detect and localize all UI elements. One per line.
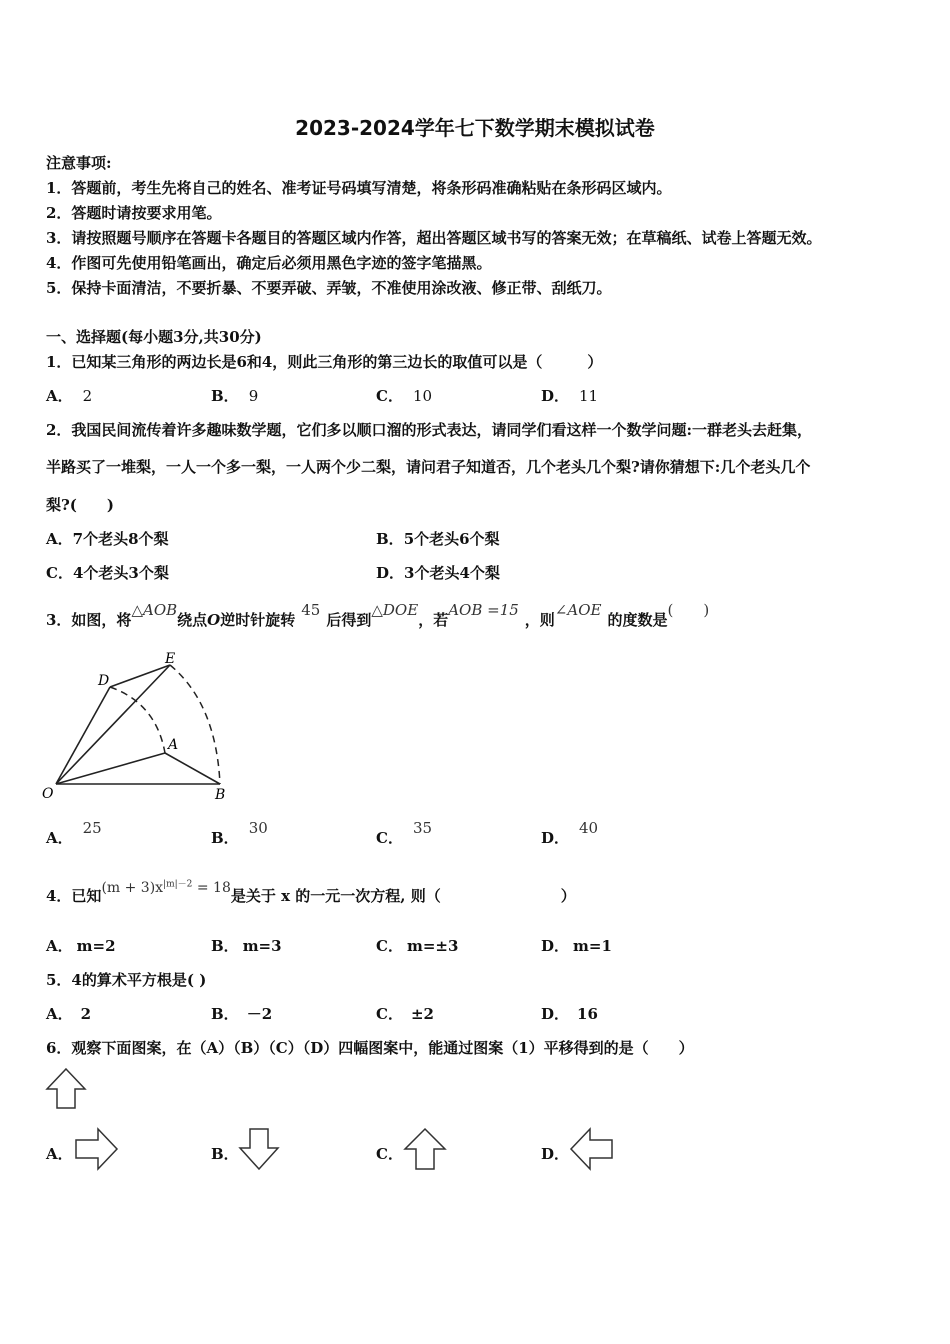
q4-option-d: D． m=1: [541, 937, 612, 955]
rotation-figure: [38, 645, 238, 805]
label-e: E: [165, 651, 176, 667]
question-2-line: 梨?( ): [46, 496, 114, 514]
segment-de: [110, 665, 170, 687]
page-title: 2023-2024学年七下数学期末模拟试卷: [295, 116, 655, 140]
q6-option-d-label: D．: [541, 1145, 570, 1163]
segment-oa: [56, 753, 165, 784]
note-item: 4．作图可先使用铅笔画出，确定后必须用黑色字迹的签字笔描黑。: [46, 254, 492, 272]
question-6-stem: 6．观察下面图案，在（A）（B）（C）（D）四幅图案中，能通过图案（1）平移得到的是（ ）: [46, 1039, 694, 1057]
q5-option-d: D． 16: [541, 1005, 598, 1023]
label-o: O: [42, 786, 54, 802]
segment-ab: [165, 753, 220, 784]
note-item: 2．答题时请按要求用笔。: [46, 204, 222, 222]
arc-eb: [170, 665, 220, 784]
question-4-stem: 4．已知$(m + 3)x^{|m|-2} = 18$是关于 x 的一元一次方程, 则（ ）: [46, 879, 576, 905]
note-item: 5．保持卡面清洁，不要折暴、不要弄破、弄皱，不准使用涂改液、修正带、刮纸刀。: [46, 279, 612, 297]
question-5-stem: 5．4的算术平方根是( ): [46, 971, 207, 989]
q6-option-b-label: B．: [211, 1145, 239, 1163]
q1-option-c: C． 10: [376, 387, 433, 405]
question-2-line: 2．我国民间流传着许多趣味数学题，它们多以顺口溜的形式表达，请同学们看这样一个数学问题:一群老头去赶集，: [46, 421, 812, 439]
q4-option-c: C． m=±3: [376, 937, 459, 955]
arrow-down-icon: [236, 1126, 282, 1172]
label-b: B: [215, 787, 226, 803]
question-2-line: 半路买了一堆梨，一人一个多一梨，一人两个少二梨，请问君子知道否，几个老头几个梨?请你猜想下:几个老头几个: [46, 458, 811, 476]
section-heading: 一、选择题(每小题3分,共30分): [46, 328, 262, 346]
label-a: A: [168, 737, 179, 753]
question-1-stem: 1．已知某三角形的两边长是6和4，则此三角形的第三边长的取值可以是（ ）: [46, 353, 603, 371]
q1-option-a: A． 2: [46, 387, 93, 405]
arrow-up-icon: [402, 1126, 448, 1172]
note-item: 1．答题前，考生先将自己的姓名、准考证号码填写清楚，将条形码准确粘贴在条形码区域内。: [46, 179, 672, 197]
q6-option-a-label: A．: [46, 1145, 73, 1163]
q2-option-d: D．3个老头4个梨: [376, 564, 500, 582]
note-item: 3．请按照题号顺序在答题卡各题目的答题区域内作答，超出答题区域书写的答案无效；在草稿纸、试卷上答题无效。: [46, 229, 822, 247]
q1-option-d: D． 11: [541, 387, 599, 405]
q4-option-a: A． m=2: [46, 937, 116, 955]
q3-option-b: B．30: [211, 819, 268, 847]
q6-option-c-label: C．: [376, 1145, 403, 1163]
q2-option-a: A．7个老头8个梨: [46, 530, 169, 548]
arrow-left-icon: [568, 1126, 616, 1172]
q1-option-b: B． 9: [211, 387, 259, 405]
q2-option-b: B．5个老头6个梨: [376, 530, 500, 548]
segment-oe: [56, 665, 170, 784]
label-d: D: [98, 673, 110, 689]
q3-option-d: D．40: [541, 819, 599, 847]
q5-option-a: A． 2: [46, 1005, 92, 1023]
question-3-stem: 3．如图，将△AOB绕点O逆时针旋转45后得到△DOE，若AOB =15，则∠AOE的度数是( ): [46, 601, 710, 629]
q3-option-c: C．35: [376, 819, 433, 847]
q4-option-b: B． m=3: [211, 937, 282, 955]
equation: $(m + 3)x^{|m|-2} = 18$: [101, 879, 231, 896]
q3-option-a: A．25: [46, 819, 102, 847]
q5-option-c: C． ±2: [376, 1005, 434, 1023]
q5-option-b: B． －2: [211, 1005, 273, 1023]
arrow-up-icon: [44, 1066, 88, 1112]
arrow-right-icon: [72, 1126, 120, 1172]
q2-option-c: C．4个老头3个梨: [46, 564, 169, 582]
notes-heading: 注意事项:: [46, 154, 112, 172]
